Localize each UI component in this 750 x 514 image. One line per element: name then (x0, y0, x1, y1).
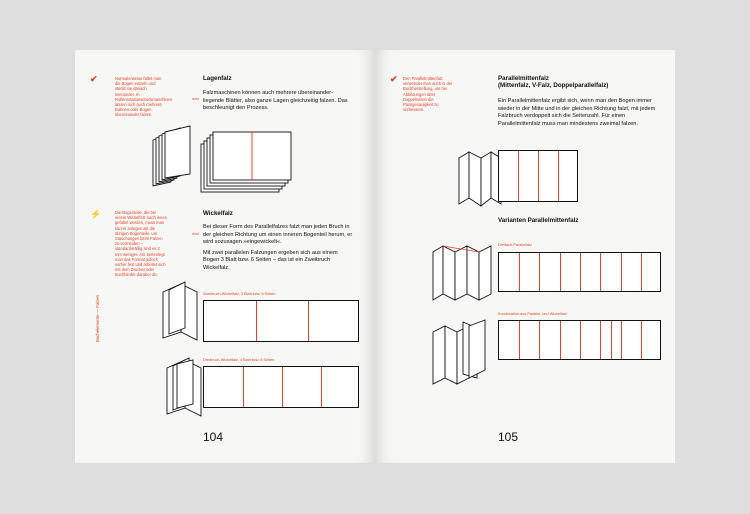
margin-mark: ddd (192, 231, 199, 236)
section-text: Ein Parallelmittenfalz ergibt sich, wenn man den Bogen immer wieder in der Mitte und in der gleichen Richtung falzt, mit jedem Falzbruch verdoppelt sich die Seitenzahl. Für einen Parallelmittenfalz muss man mindestens zweimal falzen. (498, 98, 656, 127)
folding-sheet-two-fold (203, 300, 359, 342)
folding-sheet-combination (498, 320, 661, 360)
stacked-booklet-figure (145, 124, 195, 188)
section-heading: Wickelfalz (203, 210, 233, 217)
folding-sheet-triple (498, 252, 661, 292)
margin-note: Normalerweise faltet man die Bogen einzeln und steckt sie danach ineinander. In Rollenrotationsdruckmaschinen lassen sich auch mehrere Bahnen oder Bogen übereinander falzen. (115, 76, 173, 118)
two-fold-wrap-figure (163, 280, 203, 340)
page-number: 104 (203, 430, 224, 444)
section-heading: Parallelmittenfalz (498, 75, 549, 82)
three-fold-wrap-figure (167, 356, 207, 416)
figure-caption: Kombination aus Parallel- und Wickelfalz (498, 312, 567, 316)
margin-note: Die Bogenteile, die bei einem Wickelfalz nach innen gefaltet werden, muss man kürzer anlegen als die übrigen Bogenteile, um Stauchungen beim Falzen zu vermeiden – standardmäßig sind es 2 mm weniger. Am Seitenlegt man das Format jedoch vorher fest und arbeitet sich mit dem Drucker oder Buchbinder darüber ab. (115, 210, 167, 278)
triple-parallel-figure (433, 240, 499, 304)
page-number: 105 (498, 430, 519, 444)
section-text: Bei dieser Form des Parallelfalzes falzt man jeden Bruch in der gleichen Richtung um einen inneren Bogenteil herum, er wird sozusagen »eingewickelt«. Mit zwei parallelen Falzungen ergeben sich aus einem Bogen 3 Blatt bzw. 6 Seiten – das ist ein Zweibruch Wickelfalz. (203, 224, 353, 271)
checkmark-icon: ✔ (90, 74, 98, 84)
section-heading: Lagenfalz (203, 75, 232, 82)
running-header: Buchelemente — Falzen (95, 294, 100, 342)
right-page (375, 50, 675, 463)
figure-caption: Zweibruch-Wickelfalz, 3 Blatt bzw. 6 Seiten (203, 292, 276, 296)
margin-mark: ddd (192, 96, 199, 101)
section-subheading: (Mittenfalz, V-Falz, Doppelparallelfalz) (498, 82, 609, 89)
figure-caption: Dreifach-Parallelfalz (498, 243, 532, 247)
figure-caption: Dreibruch-Wickelfalz, 4 Blatt bzw. 8 Seiten (203, 358, 275, 362)
warning-icon: ⚡ (90, 209, 102, 219)
section-heading: Varianten Parallelmittenfalz (498, 217, 579, 224)
margin-note: Den Parallelmittenfalz verwendet man auch in der Buchherstellung, um bei Abbildungen über Doppelseiten die Passgenauigkeit zu verbessern. (403, 76, 453, 113)
checkmark-icon: ✔ (390, 74, 398, 84)
combination-fold-figure (433, 318, 497, 390)
left-page (75, 50, 375, 463)
folding-sheet-parallel (498, 150, 578, 202)
stacked-sheets-figure (201, 132, 297, 196)
folding-sheet-three-fold (203, 366, 359, 408)
section-text: Falzmaschinen können auch mehrere übereinander-liegende Blätter, also ganze Lagen gleichzeitig falzen. Das beschleunigt den Prozess. (203, 90, 348, 112)
parallel-fold-figure (459, 148, 503, 210)
